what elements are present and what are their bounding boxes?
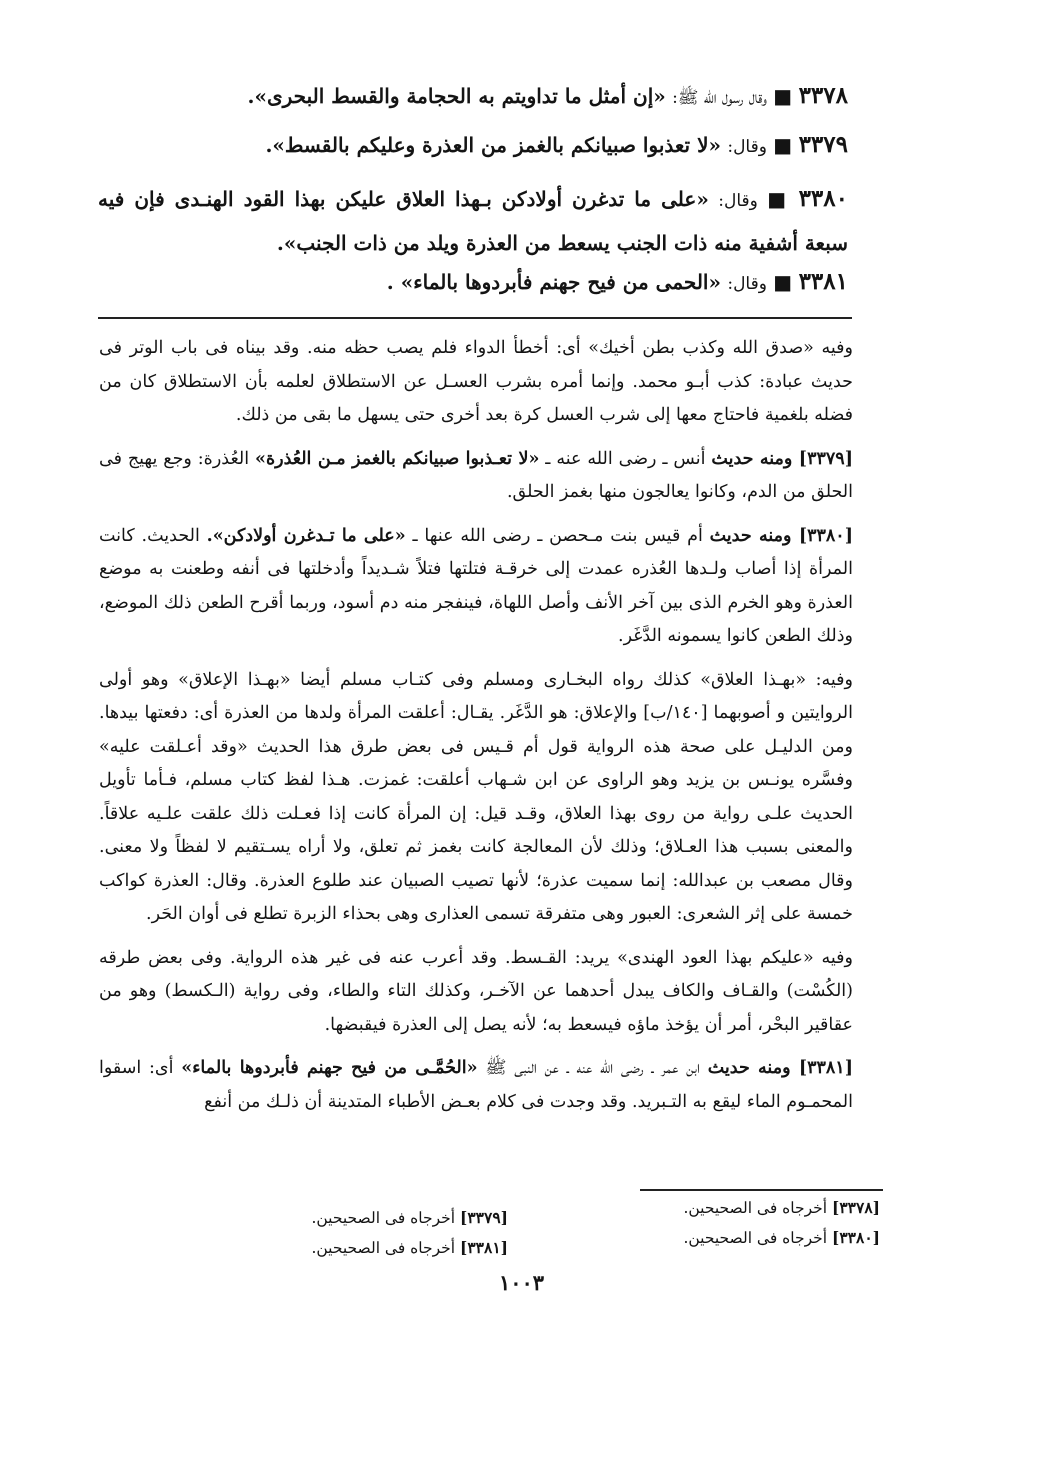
hadith-text: «إن أمثل ما تداويتم به الحجامة والقسط البحرى». bbox=[247, 84, 666, 108]
commentary-paragraph bbox=[99, 332, 853, 433]
hadith-text: «على ما تدغرن أولادكن بـهذا العلاق عليكن بهذا القود الهنـدى فإن فيه سبعة أشفية منه ذات الجنب يسعط من العذرة ويلد من ذات الجنب». bbox=[98, 187, 848, 255]
hadith-intro: وقال: bbox=[718, 191, 758, 211]
footnote-number: [٣٣٧٩] bbox=[460, 1208, 508, 1227]
commentary-paragraph bbox=[99, 520, 853, 654]
footnote-3379 bbox=[311, 1208, 508, 1227]
page-number: ١٠٠٣ bbox=[498, 1270, 545, 1295]
paragraph-body: أى: اسقوا المحمـوم الماء ليقع به التـبريد. وقد وجدت فى كلام بعـض الأطباء المتدينة أن ذلـك من أنفع bbox=[99, 1058, 853, 1112]
footnote-number: [٣٣٨١] bbox=[460, 1238, 508, 1257]
commentary-paragraph bbox=[99, 942, 853, 1043]
hadith-number: ٣٣٨١ bbox=[798, 268, 848, 295]
footnote-text: أخرجاه فى الصحيحين. bbox=[311, 1239, 456, 1257]
paragraph-body: وفيه: «بهـذا العلاق» كذلك رواه البخـارى ومسلم وفى كتـاب مسلم أيضا «بهـذا الإعلاق» وهو أولى الروايتين و أصوبهما [١٤٠/ب] والإعلاق: هو الدَّغَر. يقـال: أعلقت المرأة ولدها من العذرة أى: دفعتها بيدها. ومن الدليـل على صحة هذه الرواية قول أم قـيس فى بعض طرق هذا الحديث «وقد أعـلقت عليه» وفسَّره يونـس بن يزيد وهو الراوى عن ابن شـهاب أعلقت: غمزت. هـذا لفظ كتاب مسلم، فـأما تأويل الحديث علـى رواية من روى بهذا العلاق، وقـد قيل: إن المرأة كانت إذا فعـلت ذلك علقت علـيه علاقاً. والمعنى بسبب هذا العـلاق؛ وذلك لأن المعالجة كانت بغمز ثم تعلق، ولا أراه يسـتقيم لا لفظاً ولا معنى. وقال مصعب بن عبدالله: إنما سميت عذرة؛ لأنها تصيب الصبيان عند طلوع العذرة. وقال: العذرة كواكب خمسة على إثر الشعرى: العبور وهى متفرقة تسمى العذارى وهى بحذاء الزبرة تطلع فى أوان الحَر. bbox=[99, 669, 853, 924]
footnote-number: [٣٣٧٨] bbox=[832, 1198, 880, 1217]
hadith-divider bbox=[98, 317, 852, 319]
footnote-number: [٣٣٨٠] bbox=[832, 1228, 880, 1247]
commentary-paragraph bbox=[99, 664, 853, 932]
paragraph-body: الحديث. كانت المرأة إذا أصاب ولـدها العُذره عمدت إلى خرقـة فتلتها فتلاً شـديداً وأدخلتها فى أنفه وطعنت به موضع العذرة وهو الخرم الذى بين آخر الأنف وأصل اللهاة، فينفجر منه دم أسود، وربما أقرح الطعن ذلك الموضع، وذلك الطعن كانوا يسمونه الدَّغَر. bbox=[99, 525, 853, 646]
hadith-quote: «على ما تـدغرن أولادكن». bbox=[206, 525, 406, 546]
narrator: ابن عمر ـ رضى الله عنه ـ عن النبى ﷺ bbox=[485, 1058, 700, 1078]
hadith-text: «لا تعذبوا صبيانكم بالغمز من العذرة وعليكم بالقسط». bbox=[265, 133, 721, 157]
footnote-text: أخرجاه فى الصحيحين. bbox=[683, 1199, 828, 1217]
paragraph-body: العُذرة: وجع يهيج فى الحلق من الدم، وكانوا يعالجون منها بغمز الحلق. bbox=[99, 448, 853, 502]
hadith-reference: [٣٣٧٩] ومنه حديث bbox=[711, 448, 853, 469]
hadith-quote: «لا تعـذبوا صبيانكم بالغمز مـن العُذرة» bbox=[255, 448, 540, 469]
hadith-text: «الحمى من فيح جهنم فأبردوها بالماء» . bbox=[386, 270, 721, 294]
hadith-3379: ٣٣٧٩ ■ وقال: «لا تعذبوا صبيانكم بالغمز من العذرة وعليكم بالقسط». bbox=[265, 131, 848, 158]
narrator: أم قيس بنت مـحصن ـ رضى الله عنها ـ bbox=[412, 525, 703, 546]
commentary bbox=[99, 332, 853, 1129]
commentary-paragraph bbox=[99, 1052, 853, 1119]
hadith-quote: «الحُمَّـى من فيح جهنم فأبردوها بالماء» bbox=[181, 1058, 478, 1078]
footnote-3381 bbox=[311, 1238, 508, 1257]
footnote-text: أخرجاه فى الصحيحين. bbox=[311, 1209, 456, 1227]
footnote-3378 bbox=[683, 1198, 880, 1217]
hadith-number: ٣٣٧٩ bbox=[798, 131, 848, 158]
hadith-number: ٣٣٨٠ bbox=[798, 185, 848, 212]
commentary-paragraph bbox=[99, 443, 853, 510]
hadith-intro: وقال رسول الله ﷺ: bbox=[672, 88, 767, 108]
footnote-text: أخرجاه فى الصحيحين. bbox=[683, 1229, 828, 1247]
hadith-3381: ٣٣٨١ ■ وقال: «الحمى من فيح جهنم فأبردوها بالماء» . bbox=[386, 268, 848, 295]
footnote-divider bbox=[640, 1189, 883, 1191]
hadith-intro: وقال: bbox=[727, 137, 767, 157]
paragraph-body: وفيه «صدق الله وكذب بطن أخيك» أى: أخطأ الدواء فلم يصب حظه منه. وقد بيناه فى باب الوتر فى حديث عبادة: كذب أبـو محمد. وإنما أمره بشرب العسـل عن الاستطلاق لعلمه بأن الاستطلاق كان من فضله بلغمية فاحتاج معها إلى شرب العسل كرة بعد أخرى حتى يسهل ما بقى من ذلك. bbox=[99, 338, 853, 425]
hadith-intro: وقال: bbox=[727, 274, 767, 294]
paragraph-body: وفيه «عليكم بهذا العود الهندى» يريد: القـسط. وقد أعرب عنه فى غير هذه الرواية. وفى بعض طرقه (الكُسْت) والقـاف والكاف يبدل أحدهما عن الآخـر، وكذلك التاء والطاء، وفى رواية (الـكسط) وهو من عقاقير البحْر، أمر أن يؤخذ ماؤه فيسعط به؛ لأنه يصل إلى العذرة فيقبضها. bbox=[99, 947, 853, 1035]
hadith-reference: [٣٣٨١] ومنه حديث bbox=[707, 1058, 853, 1078]
narrator: أنس ـ رضى الله عنه ـ bbox=[545, 448, 706, 469]
footnote-3380 bbox=[683, 1228, 880, 1247]
hadith-3378: ٣٣٧٨ ■ وقال رسول الله ﷺ: «إن أمثل ما تداويتم به الحجامة والقسط البحرى». bbox=[247, 82, 848, 109]
hadith-3380: ٣٣٨٠ ■ وقال: «على ما تدغرن أولادكن بـهذا العلاق عليكن بهذا القود الهنـدى فإن فيه سبعة أشفية منه ذات الجنب يسعط من العذرة ويلد من ذات الجنب». bbox=[98, 185, 848, 255]
hadith-number: ٣٣٧٨ bbox=[798, 82, 848, 109]
hadith-reference: [٣٣٨٠] ومنه حديث bbox=[709, 525, 853, 546]
